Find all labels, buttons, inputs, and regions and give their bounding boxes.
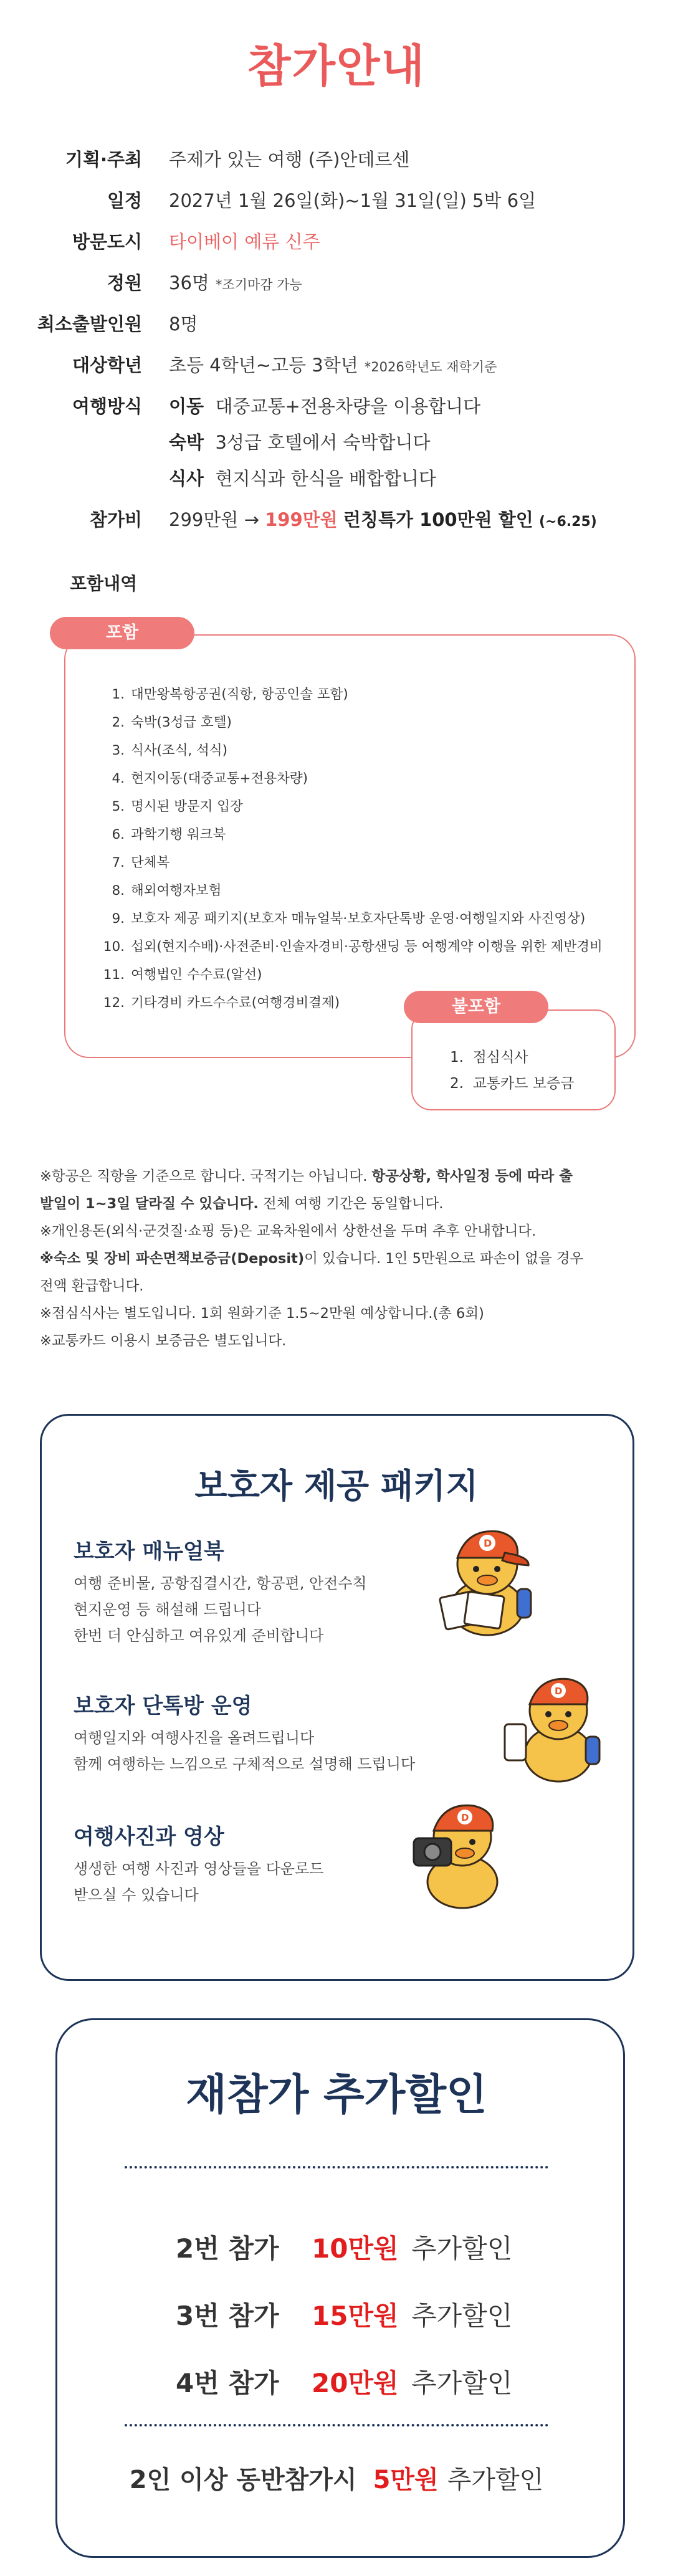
includes-heading: 포함내역 [70,573,138,594]
info-label: 정원 [107,272,142,293]
travel-mode-text: 3성급 호텔에서 숙박합니다 [215,432,431,453]
note-item: 발일이 1~3일 달라질 수 있습니다. 전체 여행 기간은 동일합니다. [40,1196,444,1212]
travel-mode-key: 이동 [169,396,204,417]
info-row-travel-mode [0,388,673,425]
companion-discount: 2인 이상 동반참가시 5만원 추가할인 [129,2466,544,2494]
svg-text:D: D [461,1812,469,1823]
list-item: 9. 보호자 제공 패키지(보호자 매뉴얼북·보호자단톡방 운영·여행일지와 사진영상) [112,911,586,927]
list-item: 2. 숙박(3성급 호텔) [112,715,232,730]
info-value: 주제가 있는 여행 (주)안데르센 [169,149,410,170]
guardian-section-heading: 보호자 매뉴얼북 [74,1539,224,1564]
divider [125,2424,548,2426]
info-note: *조기마감 가능 [215,277,302,292]
info-row-cities [0,223,673,260]
note-item: ※점심식사는 별도입니다. 1회 원화기준 1.5~2만원 예상합니다.(총 6회) [40,1305,484,1322]
info-value: 36명 [169,272,209,293]
info-label: 일정 [107,190,142,211]
guardian-section-desc: 여행 준비물, 공항집결시간, 항공편, 안전수칙 현지운영 등 해설해 드립니다 한번 더 안심하고 여유있게 준비합니다 [74,1575,367,1644]
includes-pill: 포함 [50,617,194,649]
info-label: 기획·주최 [65,149,142,170]
info-row-schedule [0,182,673,219]
guardian-section-heading: 보호자 단톡방 운영 [74,1694,252,1719]
info-row-organizer [0,141,673,178]
info-value: 8명 [169,313,198,335]
info-row-capacity [0,264,673,302]
info-label: 최소출발인원 [37,313,142,335]
note-item: ※숙소 및 장비 파손면책보증금(Deposit)이 있습니다. 1인 5만원으로 파손이 없을 경우 [40,1251,584,1267]
fee-sale: 199만원 [265,509,338,530]
list-item: 10. 섭외(현지수배)·사전준비·인솔자경비·공항샌딩 등 여행계약 이행을 위한 제반경비 [103,939,603,955]
guardian-section-desc: 여행일지와 여행사진을 올려드립니다 함께 여행하는 느낌으로 구체적으로 설명해 드립니다 [74,1729,416,1773]
duck-phone-icon [499,1667,604,1785]
svg-text:D: D [555,1686,563,1697]
info-note: *2026학년도 재학기준 [364,360,497,374]
info-label: 참가비 [89,509,142,530]
info-value: 초등 4학년~고등 3학년 [169,355,358,376]
list-item: 1. 점심식사 [450,1049,528,1066]
info-label: 대상학년 [72,355,142,376]
duck-reading-icon [430,1520,536,1639]
list-item: 1. 대만왕복항공권(직항, 항공인솔 포함) [112,687,348,702]
list-item: 5. 명시된 방문지 입장 [112,799,243,814]
svg-text:D: D [484,1537,492,1549]
includes-list [93,680,603,1017]
discount-row: 3번 참가 15만원 추가할인 [176,2301,513,2331]
list-item: 12. 기타경비 카드수수료(여행경비결제) [103,995,340,1011]
info-row-travel-mode-2 [0,424,673,461]
page-title: 참가안내 [247,40,426,92]
fee-promo: 런칭특가 100만원 할인 [343,509,533,530]
travel-mode-text: 대중교통+전용차량을 이용합니다 [215,396,481,417]
list-item: 8. 해외여행자보험 [112,883,222,899]
note-item: ※개인용돈(외식·군것질·쇼핑 등)은 교육차원에서 상한선을 두며 추후 안내합니다. [40,1223,537,1239]
fee-promo-note: (~6.25) [538,514,597,530]
list-item: 2. 교통카드 보증금 [450,1076,575,1092]
list-item: 3. 식사(조식, 석식) [112,743,228,758]
note-item: ※항공은 직항을 기준으로 합니다. 국적기는 아닙니다. 항공상황, 학사일정 등에 따라 출 [40,1168,573,1185]
info-label: 여행방식 [72,396,142,417]
info-value: 2027년 1월 26일(화)~1월 31일(일) 5박 6일 [169,190,537,211]
guardian-section-desc: 생생한 여행 사진과 영상들을 다운로드 받으실 수 있습니다 [74,1860,324,1904]
discount-title: 재참가 추가할인 [186,2071,487,2120]
notes [40,1163,632,1355]
note-item: 전액 환급합니다. [40,1278,144,1294]
info-label: 방문도시 [72,231,142,252]
travel-mode-key: 식사 [169,468,204,489]
list-item: 11. 여행법인 수수료(알선) [103,967,262,983]
list-item: 7. 단체복 [112,855,170,871]
divider [125,2166,548,2168]
list-item: 4. 현지이동(대중교통+전용차량) [112,771,308,786]
guardian-section-heading: 여행사진과 영상 [74,1825,224,1849]
discount-row: 2번 참가 10만원 추가할인 [176,2233,513,2264]
info-row-grade [0,346,673,384]
list-item: 6. 과학기행 워크북 [112,827,226,842]
travel-mode-key: 숙박 [169,432,204,453]
excludes-list [450,1044,574,1097]
info-row-min-people [0,305,673,343]
info-value: 타이베이 예류 신주 [169,231,320,252]
info-row-fee [0,501,673,538]
info-row-travel-mode-3 [0,460,673,497]
guardian-package-title: 보호자 제공 패키지 [194,1466,479,1505]
travel-mode-text: 현지식과 한식을 배합합니다 [215,468,437,489]
discount-row: 4번 참가 20만원 추가할인 [176,2368,513,2398]
note-item: ※교통카드 이용시 보증금은 별도입니다. [40,1333,287,1349]
excludes-pill: 불포함 [404,991,548,1023]
fee-original: 299만원 → [169,509,259,530]
duck-camera-icon [405,1793,511,1912]
